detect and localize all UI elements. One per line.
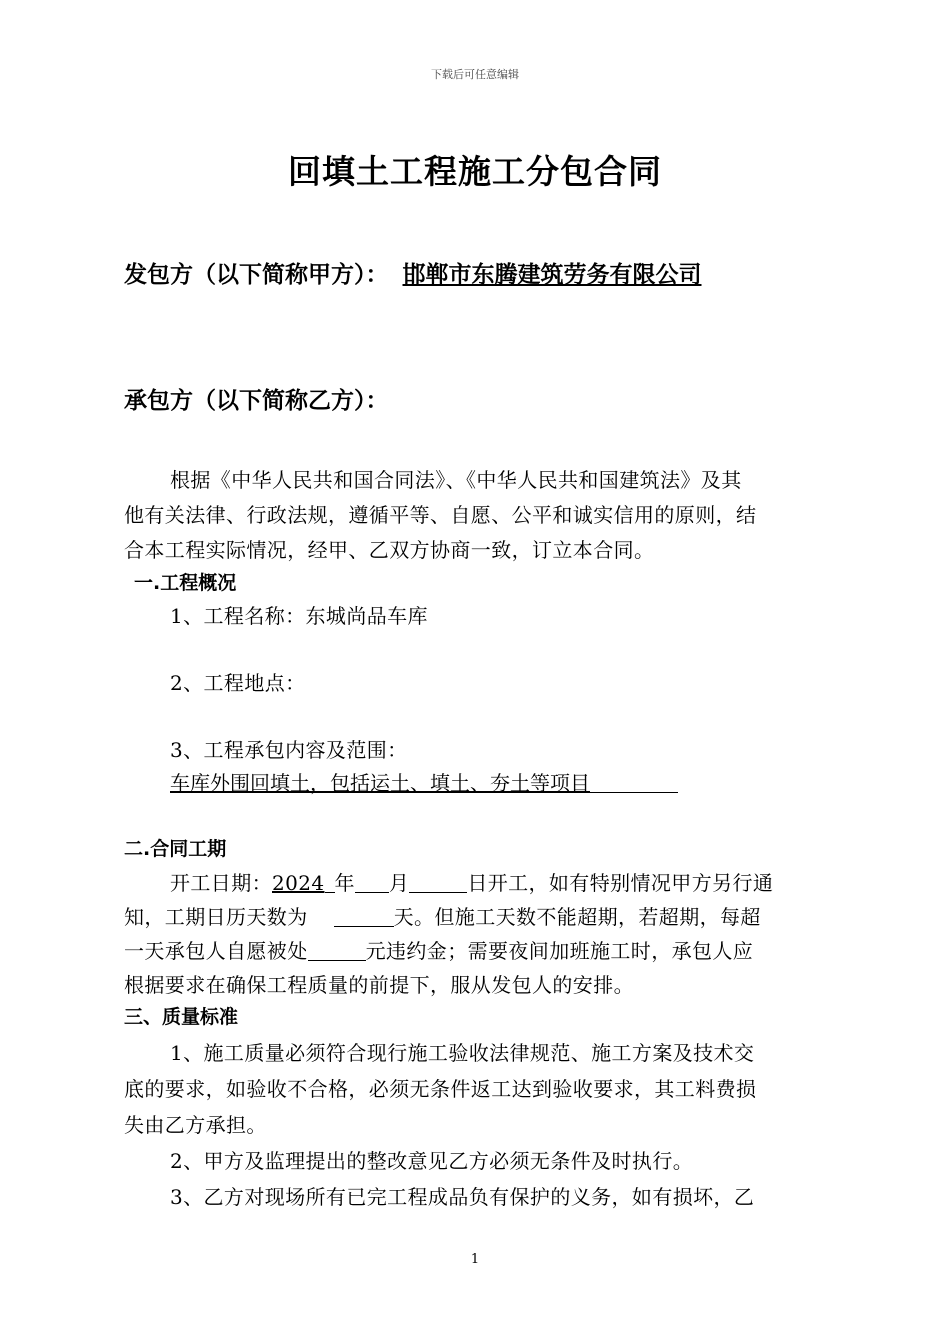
party-a-value: 邯郸市东腾建筑劳务有限公司 bbox=[402, 262, 702, 288]
party-a-label: 发包方（以下简称甲方）： bbox=[124, 262, 389, 288]
page-number: 1 bbox=[470, 1252, 480, 1267]
quality-p1-line-3: 失由乙方承担。 bbox=[124, 1113, 267, 1137]
duration-rest: 天。但施工天数不能超期，若超期，每超 bbox=[393, 905, 761, 929]
party-a-line bbox=[124, 256, 702, 289]
schedule-line-4: 根据要求在确保工程质量的前提下，服从发包人的安排。 bbox=[124, 973, 634, 997]
schedule-line-1 bbox=[170, 867, 773, 896]
penalty-rest: 元违约金；需要夜间加班施工时，承包人应 bbox=[365, 939, 754, 963]
preamble-line-1: 根据《中华人民共和国合同法》、《中华人民共和国建筑法》及其 bbox=[170, 468, 742, 492]
preamble-line-2: 他有关法律、行政法规，遵循平等、自愿、公平和诚实信用的原则，结 bbox=[124, 503, 757, 527]
duration-label: 知，工期日历天数为 bbox=[124, 905, 308, 929]
project-scope bbox=[170, 767, 678, 796]
section-1-heading: 一.工程概况 bbox=[134, 572, 237, 594]
party-b-line bbox=[124, 382, 389, 415]
duration-blank bbox=[334, 906, 394, 927]
section-3-heading: 三、质量标准 bbox=[124, 1006, 239, 1028]
section-2-heading: 二.合同工期 bbox=[124, 838, 227, 860]
quality-p1-line-1: 1、施工质量必须符合现行施工验收法律规范、施工方案及技术交 bbox=[170, 1041, 755, 1065]
project-scope-label: 3、工程承包内容及范围： bbox=[170, 738, 408, 762]
quality-p1-line-2: 底的要求，如验收不合格，必须无条件返工达到验收要求，其工料费损 bbox=[124, 1077, 757, 1101]
year-unit: 年 bbox=[334, 871, 355, 895]
penalty-blank bbox=[308, 940, 366, 961]
quality-p3: 3、乙方对现场所有已完工程成品负有保护的义务，如有损坏，乙 bbox=[170, 1185, 755, 1209]
month-blank bbox=[355, 872, 389, 893]
project-scope-text: 车库外围回填土，包括运土、填土、夯土等项目 bbox=[170, 771, 590, 795]
month-unit: 月 bbox=[388, 871, 410, 895]
project-location: 2、工程地点： bbox=[170, 671, 306, 695]
schedule-line-3 bbox=[124, 935, 753, 964]
start-year: 2024 bbox=[272, 871, 325, 895]
penalty-label: 一天承包人自愿被处 bbox=[124, 939, 308, 963]
year-gap bbox=[325, 872, 335, 893]
header-note: 下载后可任意编辑 bbox=[431, 68, 519, 81]
day-blank bbox=[409, 872, 467, 893]
start-date-label: 开工日期： bbox=[170, 871, 272, 895]
quality-p2: 2、甲方及监理提出的整改意见乙方必须无条件及时执行。 bbox=[170, 1149, 694, 1173]
project-name: 1、工程名称：东城尚品车库 bbox=[170, 604, 428, 628]
start-date-rest: 日开工，如有特别情况甲方另行通 bbox=[467, 871, 774, 895]
document-title: 回填土工程施工分包合同 bbox=[288, 152, 662, 191]
scope-blank bbox=[590, 772, 678, 793]
preamble-line-3: 合本工程实际情况，经甲、乙双方协商一致，订立本合同。 bbox=[124, 538, 655, 562]
party-b-label: 承包方（以下简称乙方）： bbox=[124, 388, 389, 414]
schedule-line-2 bbox=[124, 901, 761, 930]
